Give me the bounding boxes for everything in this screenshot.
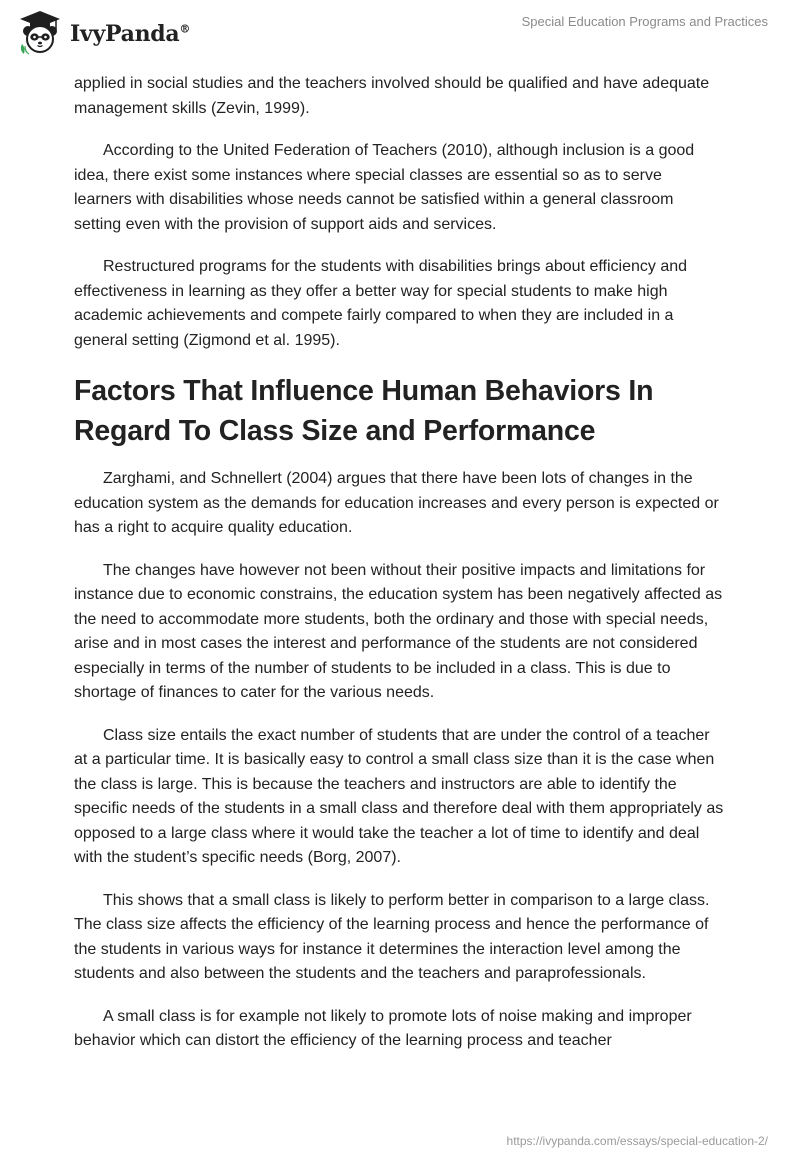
paragraph: According to the United Federation of Teachers (2010), although inclusion is a good idea, there exist some instances where special classes are essential so as to serve learners with disabilities whose needs cannot be satisfied within a general classroom setting even with the provision of support aids and services.: [74, 142, 695, 233]
paragraph: A small class is for example not likely to promote lots of noise making and improper behavior which can distort the efficiency of the learning process and teacher: [74, 1007, 692, 1049]
page-header: [0, 0, 800, 72]
section-heading: Factors That Influence Human Behaviors In Regard To Class Size and Performance: [74, 375, 654, 447]
paragraph: The changes have however not been without their positive impacts and limitations for instance due to economic constrains, the education system has been negatively affected as the need to accommodate more students, both the ordinary and those with special needs, arise and in most cases the interest and performance of the students are not considered especially in terms of the number of students to be included in a class. This is due to shortage of finances to cater for the various needs.: [74, 561, 723, 701]
ivypanda-logo[interactable]: [16, 8, 190, 56]
registered-mark: ®: [179, 22, 191, 36]
paragraph: Zarghami, and Schnellert (2004) argues that there have been lots of changes in the education system as the demands for education increases and every person is expected or has a right to acquire quality education.: [74, 470, 719, 536]
paragraph-continued: applied in social studies and the teachers involved should be qualified and have adequate management skills (Zevin, 1999).: [74, 75, 710, 117]
footer-source-url[interactable]: https://ivypanda.com/essays/special-education-2/: [506, 1134, 768, 1148]
paragraph: This shows that a small class is likely to perform better in comparison to a large class. The class size affects the efficiency of the learning process and hence the performance of the students in various ways for instance it determines the interaction level among the students and also between the students and the teachers and paraprofessionals.: [74, 891, 710, 982]
logo-wordmark: IvyPanda®: [70, 21, 191, 47]
panda-graduate-icon: [16, 8, 64, 56]
document-title: Special Education Programs and Practices: [521, 14, 768, 29]
paragraph: Class size entails the exact number of students that are under the control of a teacher at a particular time. It is basically easy to control a small class size than it is the case when the class is large. This is because the teachers and instructors are able to identify the specific needs of the students in a small class and therefore deal with them appropriately as opposed to a large class where it would take the teacher a lot of time to identify and deal with the student’s specific needs (Borg, 2007).: [74, 726, 724, 866]
paragraph: Restructured programs for the students with disabilities brings about efficiency and effectiveness in learning as they offer a better way for special students to make high academic achievements and compete fairly compared to when they are included in a general setting (Zigmond et al. 1995).: [74, 258, 688, 349]
essay-body: [74, 72, 724, 1072]
